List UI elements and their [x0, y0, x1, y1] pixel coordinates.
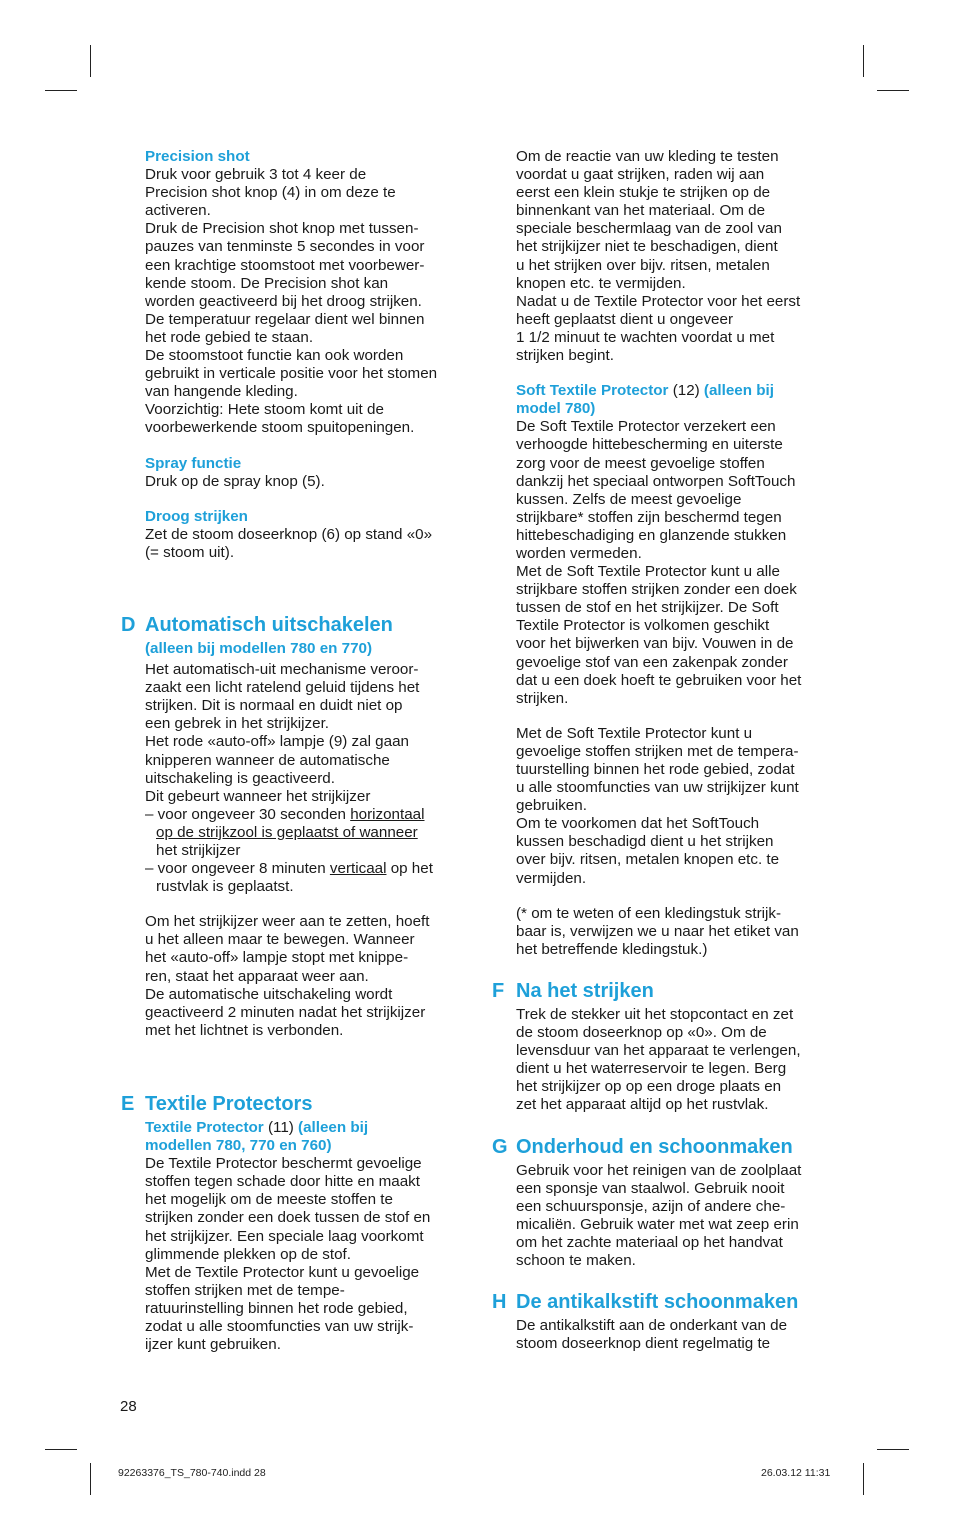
section-title: Textile Protectors	[145, 1092, 313, 1115]
spray-title: Spray functie	[145, 454, 242, 472]
section-e-heading	[121, 1092, 470, 1116]
text-line: ren, staat het apparaat weer aan.	[145, 967, 369, 985]
text-line: het strijkijzer op op een droge plaats en	[516, 1078, 782, 1096]
droog-section	[145, 508, 470, 562]
section-g-heading	[492, 1135, 846, 1159]
section-letter: D	[121, 613, 136, 636]
list-item: – voor ongeveer 30 seconden horizontaal op de strijkzool is geplaatst of wanneer het strijkijzer	[145, 805, 425, 859]
section-title: Onderhoud en schoonmaken	[516, 1135, 793, 1158]
list-item: – voor ongeveer 8 minuten verticaal op het rustvlak is geplaatst.	[145, 860, 433, 896]
text-line: een schuursponsje, azijn of andere che-	[516, 1197, 786, 1215]
crop-mark	[863, 45, 864, 77]
crop-mark	[90, 45, 91, 77]
text-line: voor het bijwerken van bijv. Vouwen in de	[516, 635, 794, 653]
text-line: om het zachte materiaal op het handvat	[516, 1233, 783, 1251]
text-line: Met de Soft Textile Protector kunt u	[516, 724, 753, 742]
right-column	[492, 148, 846, 1353]
text-line: een krachtige stoomstoot met voorbewer-	[145, 256, 425, 274]
text-line: het mogelijk om de meeste stoffen te	[145, 1191, 393, 1209]
text-line: het strijkijzer niet te beschadigen, dient	[516, 238, 778, 256]
text-line: Druk voor gebruik 3 tot 4 keer de	[145, 166, 367, 184]
text-line: eerst een klein stukje te strijken op de	[516, 184, 771, 202]
text-line: knopen etc. te vermijden.	[516, 274, 686, 292]
section-e-subtitle: Textile Protector (11) (alleen bij	[145, 1118, 369, 1136]
text-line: Druk op de spray knop (5).	[145, 472, 325, 490]
text-line: dient u het waterreservoir te legen. Berg	[516, 1060, 787, 1078]
text-line: Om de reactie van uw kleding te testen	[516, 148, 779, 165]
text-line: u het strijken over bijv. ritsen, metalen	[516, 256, 770, 274]
text-line: voordat u gaat strijken, raden wij aan	[516, 166, 765, 184]
text-line: strijkbare* stoffen zijn beschermd tegen	[516, 508, 782, 526]
text-line: Druk de Precision shot knop met tussen-	[145, 220, 419, 238]
section-letter: H	[492, 1291, 507, 1314]
droog-text	[145, 526, 470, 562]
precision-shot-title: Precision shot	[145, 148, 250, 165]
text-line: kussen beschadigd dient u het strijken	[516, 833, 774, 851]
text-line: van hangende kleding.	[145, 383, 298, 401]
text-line: zaakt een licht ratelend geluid tijdens het	[145, 679, 420, 697]
text-line: De antikalkstift aan de onderkant van de	[516, 1317, 788, 1335]
section-d-text-2	[145, 913, 470, 1040]
text-line: Voorzichtig: Hete stoom komt uit de	[145, 401, 384, 419]
section-letter: E	[121, 1092, 135, 1115]
text-line: Het rode «auto-off» lampje (9) zal gaan	[145, 733, 409, 751]
text-line: het «auto-off» lampje stopt met knippe-	[145, 949, 409, 967]
text-line: worden vermeden.	[516, 544, 642, 562]
text-line: strijken.	[516, 689, 569, 707]
text-line: Nadat u de Textile Protector voor het eerst	[516, 292, 801, 310]
text-line: stoffen tegen schade door hitte en maakt	[145, 1173, 420, 1191]
text-line: strijken. Dit is normaal en duidt niet op	[145, 697, 403, 715]
soft-protector-title-2: model 780)	[516, 400, 596, 418]
text-line: geactiveerd 2 minuten nadat het strijkijzer	[145, 1003, 426, 1021]
text-line: stoffen strijken met de tempe-	[145, 1281, 345, 1299]
text-line: De Soft Textile Protector verzekert een	[516, 418, 776, 436]
text-line: De temperatuur regelaar dient wel binnen	[145, 310, 425, 328]
spray-text	[145, 473, 470, 491]
text-line: Textile Protector is volkomen geschikt	[516, 617, 770, 635]
text-line: ratuurinstelling binnen het rode gebied,	[145, 1299, 408, 1317]
text-line: Gebruik voor het reinigen van de zoolplaat	[516, 1161, 802, 1179]
text-line: 1 1/2 minuut te wachten voordat u met	[516, 328, 775, 346]
text-line: uitschakeling is geactiveerd.	[145, 769, 335, 787]
section-h-text	[516, 1317, 846, 1353]
text-line: knipperen wanneer de automatische	[145, 751, 390, 769]
soft-protector-text	[516, 418, 846, 708]
section-f	[492, 979, 846, 1115]
text-line: Zet de stoom doseerknop (6) op stand «0»	[145, 525, 433, 543]
text-line: ijzer kunt gebruiken.	[145, 1336, 281, 1354]
text-line: tuurstelling binnen het rode gebied, zodat	[516, 761, 795, 778]
section-letter: G	[492, 1135, 508, 1158]
droog-title: Droog strijken	[145, 507, 248, 525]
text-line: Het automatisch-uit mechanisme veroor-	[145, 661, 419, 679]
text-line: zorg voor de meest gevoelige stoffen	[516, 454, 765, 472]
slug-filename: 92263376_TS_780-740.indd 28	[118, 1467, 266, 1479]
slug-date: 26.03.12 11:31	[761, 1467, 831, 1479]
text-line: kussen. Zelfs de meest gevoelige	[516, 490, 742, 508]
text-line: Om het strijkijzer weer aan te zetten, hoeft	[145, 913, 430, 931]
precision-shot-text	[145, 166, 470, 437]
text-line: (= stoom uit).	[145, 543, 235, 561]
text-line: binnenkant van het materiaal. Om de	[516, 202, 766, 220]
text-line: tussen de stof en het strijkijzer. De Soft	[516, 599, 779, 617]
section-title: Automatisch uitschakelen	[145, 613, 393, 636]
text-line: strijken begint.	[516, 347, 614, 365]
text-line: hittebeschadiging en glanzende stukken	[516, 526, 787, 544]
spray-section	[145, 455, 470, 491]
crop-mark	[877, 1449, 909, 1450]
text-line: vermijden.	[516, 869, 587, 887]
text-line: dankzij het speciaal ontworpen SoftTouch	[516, 472, 796, 490]
section-f-heading	[492, 979, 846, 1003]
text-line: strijkbare stoffen strijken zonder een doek	[516, 581, 797, 599]
text-line: een gebrek in het strijkijzer.	[145, 715, 330, 733]
section-d-subtitle: (alleen bij modellen 780 en 770)	[145, 639, 373, 657]
text-line: de stoom doseerknop op «0». Om de	[516, 1024, 767, 1042]
section-d-heading	[121, 613, 470, 637]
text-line: het strijkijzer. Een speciale laag voorkomt	[145, 1227, 424, 1245]
section-title: De antikalkstift schoonmaken	[516, 1291, 799, 1314]
section-g-text	[516, 1162, 846, 1271]
text-line: micaliën. Gebruik water met wat zeep erin	[516, 1215, 799, 1233]
section-d	[121, 613, 470, 1040]
text-line: gebruiken.	[516, 797, 587, 815]
text-line: schoon te maken.	[516, 1251, 636, 1269]
text-line: De automatische uitschakeling wordt	[145, 985, 393, 1003]
text-line: Trek de stekker uit het stopcontact en zet	[516, 1005, 794, 1023]
crop-mark	[863, 1463, 864, 1495]
text-line: gevoelige stoffen strijken met de tempera-	[516, 742, 799, 760]
text-line: u het alleen maar te bewegen. Wanneer	[145, 931, 415, 949]
precision-shot-section	[145, 148, 470, 438]
text-line: Dit gebeurt wanneer het strijkijzer	[145, 787, 371, 805]
section-e	[121, 1092, 470, 1354]
text-line: dat u een doek hoeft te gebruiken voor het	[516, 671, 802, 689]
text-line: Om te voorkomen dat het SoftTouch	[516, 815, 760, 833]
text-line: strijken zonder een doek tussen de stof en	[145, 1209, 431, 1227]
crop-mark	[45, 1449, 77, 1450]
soft-protector-text-2	[516, 725, 846, 888]
text-line: u alle stoomfuncties van uw strijkijzer kunt	[516, 779, 799, 797]
section-h-heading	[492, 1290, 846, 1314]
text-line: Met de Soft Textile Protector kunt u alle	[516, 563, 780, 581]
text-line: De stoomstoot functie kan ook worden	[145, 347, 404, 365]
text-line: Precision shot knop (4) in om deze te	[145, 184, 396, 202]
text-line: levensduur van het apparaat te verlengen,	[516, 1042, 801, 1060]
section-h	[492, 1290, 846, 1353]
text-line: baar is, verwijzen we u naar het etiket van	[516, 922, 799, 940]
text-line: Met de Textile Protector kunt u gevoelige	[145, 1263, 420, 1281]
section-f-text	[516, 1006, 846, 1115]
section-g	[492, 1135, 846, 1271]
soft-protector-title: Soft Textile Protector (12) (alleen bij	[516, 382, 774, 400]
section-d-text	[145, 661, 470, 806]
intro-text	[516, 148, 846, 365]
soft-protector-note	[516, 905, 846, 959]
text-line: zet het apparaat altijd op het rustvlak.	[516, 1096, 769, 1114]
text-line: glimmende plekken op de stof.	[145, 1245, 351, 1263]
text-line: pauzes van tenminste 5 secondes in voor	[145, 238, 425, 256]
text-line: een sponsje van staalwol. Gebruik nooit	[516, 1179, 785, 1197]
crop-mark	[90, 1463, 91, 1495]
text-line: het rode gebied te staan.	[145, 328, 314, 346]
text-line: het betreffende kledingstuk.)	[516, 940, 708, 958]
crop-mark	[45, 90, 77, 91]
text-line: (* om te weten of een kledingstuk strijk-	[516, 904, 782, 922]
text-line: speciale beschermlaag van de zool van	[516, 220, 782, 238]
text-line: over bijv. ritsen, metalen knopen etc. te	[516, 851, 780, 869]
left-column	[121, 148, 470, 1354]
text-line: kende stoom. De Precision shot kan	[145, 274, 389, 292]
text-line: gevoelige stof van een zakenpak zonder	[516, 653, 788, 671]
text-line: met het lichtnet is verbonden.	[145, 1021, 344, 1039]
text-line: De Textile Protector beschermt gevoelige	[145, 1155, 422, 1173]
crop-mark	[877, 90, 909, 91]
text-line: activeren.	[145, 202, 211, 220]
section-e-subtitle-2: modellen 780, 770 en 760)	[145, 1137, 332, 1155]
text-line: zodat u alle stoomfuncties van uw strijk-	[145, 1317, 414, 1335]
text-line: gebruikt in verticale positie voor het stomen	[145, 365, 438, 383]
text-line: verhoogde hittebescherming en uiterste	[516, 436, 783, 454]
section-e-text	[145, 1155, 470, 1354]
soft-protector-section	[516, 382, 846, 959]
section-letter: F	[492, 979, 505, 1002]
text-line: heeft geplaatst dient u ongeveer	[516, 310, 734, 328]
text-line: voorbewerkende stoom spuitopeningen.	[145, 419, 415, 437]
text-line: worden geactiveerd bij het droog strijken.	[145, 292, 422, 310]
section-title: Na het strijken	[516, 979, 654, 1002]
text-line: stoom doseerknop dient regelmatig te	[516, 1335, 771, 1353]
page-number: 28	[120, 1398, 137, 1415]
